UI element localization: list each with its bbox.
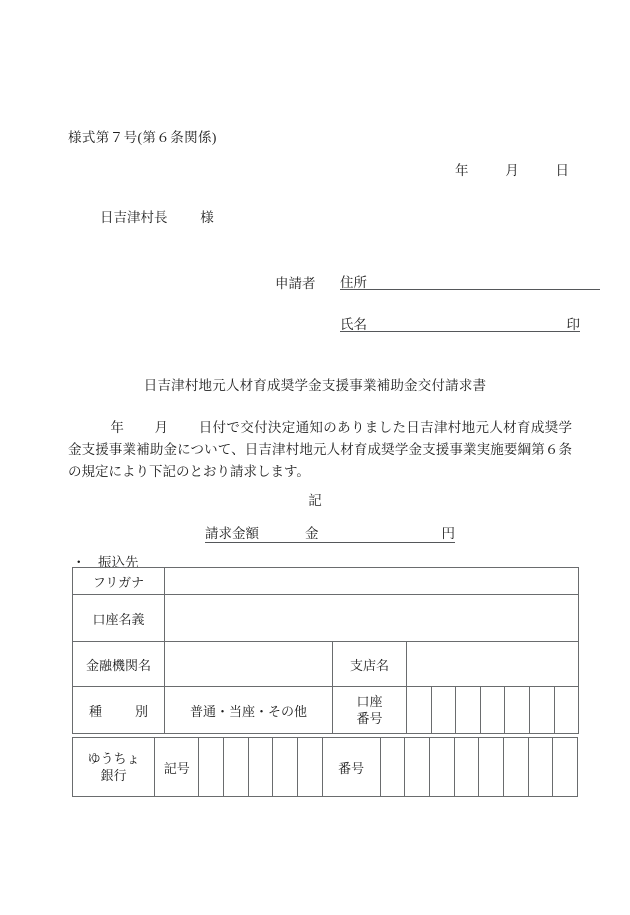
account-holder-label: 口座名義 (92, 611, 145, 627)
post-symbol-digit-cell[interactable] (248, 738, 273, 797)
account-holder-input-cell[interactable] (165, 595, 579, 642)
post-bank-name-cell (73, 738, 155, 797)
body-line-2: 支援事業補助金について、日吉津村地元人材育成奨学金支援事業実施要綱第６条の規 (68, 442, 572, 479)
branch-label-cell (333, 642, 407, 687)
account-holder-label-cell (73, 595, 165, 642)
bullet-icon: ・ (72, 555, 86, 570)
account-number-label-line1: 口座 (356, 694, 383, 709)
body-line-3: 定により下記のとおり請求します。 (95, 464, 310, 479)
account-number-digit-cell[interactable] (505, 687, 530, 734)
account-type-label (73, 701, 164, 720)
post-number-digit-cell[interactable] (454, 738, 479, 797)
table-row (73, 642, 579, 687)
account-number-label-cell (333, 687, 407, 734)
account-type-label-cell (73, 687, 165, 734)
addressee-honorific: 様 (200, 210, 214, 225)
post-number-digit-cell[interactable] (405, 738, 430, 797)
claim-amount-row (205, 522, 455, 543)
post-bank-name-line2: 銀行 (100, 768, 127, 783)
page-title: 日吉津村地元人材育成奨学金支援事業補助金交付請求書 (143, 378, 487, 393)
branch-label: 支店名 (349, 657, 389, 673)
institution-input-cell[interactable] (165, 642, 333, 687)
post-number-digit-cell[interactable] (479, 738, 504, 797)
furigana-input-cell[interactable] (165, 568, 579, 595)
form-number: 様式第７号(第６条関係) (68, 130, 217, 145)
address-label: 住所 (340, 275, 367, 290)
post-number-label: 番号 (338, 760, 365, 776)
post-symbol-digit-cell[interactable] (273, 738, 298, 797)
account-number-label (333, 693, 406, 727)
account-type-options-cell[interactable] (165, 687, 333, 734)
date-year-label: 年 (455, 163, 469, 178)
account-type-options: 普通・当座・その他 (189, 703, 307, 719)
account-number-digit-cell[interactable] (529, 687, 554, 734)
applicant-name-field[interactable] (340, 313, 580, 332)
post-number-digit-cell[interactable] (528, 738, 553, 797)
table-row (73, 738, 578, 797)
post-number-digit-cell[interactable] (553, 738, 578, 797)
post-bank-name-line1: ゆうちょ (87, 751, 140, 766)
post-symbol-digit-cell[interactable] (199, 738, 224, 797)
account-number-digit-cell[interactable] (456, 687, 481, 734)
account-type-label-part2: 別 (134, 703, 148, 719)
post-bank-table (72, 737, 578, 797)
applicant-label: 申請者 (275, 276, 316, 291)
claim-amount-label: 請求金額 (205, 522, 299, 543)
post-symbol-digit-cell[interactable] (297, 738, 322, 797)
post-number-label-cell (322, 738, 380, 797)
bank-details-table (72, 567, 579, 734)
account-number-digit-cell[interactable] (407, 687, 432, 734)
furigana-label-cell (73, 568, 165, 595)
account-number-digit-cell[interactable] (480, 687, 505, 734)
body-year-label: 年 (110, 420, 125, 435)
addressee-name: 日吉津村長 (100, 210, 168, 225)
furigana-label: フリガナ (92, 574, 145, 590)
branch-input-cell[interactable] (407, 642, 579, 687)
body-month-label: 月 (154, 420, 169, 435)
date-line (455, 159, 569, 179)
currency-suffix: 円 (441, 526, 455, 541)
table-row (73, 687, 579, 734)
post-symbol-digit-cell[interactable] (223, 738, 248, 797)
post-bank-name (73, 750, 154, 784)
institution-label-cell (73, 642, 165, 687)
institution-label: 金融機関名 (85, 657, 151, 673)
post-symbol-label: 記号 (163, 760, 190, 776)
body-paragraph (68, 417, 572, 483)
account-number-digit-cell[interactable] (554, 687, 579, 734)
account-number-digit-cell[interactable] (431, 687, 456, 734)
table-row (73, 568, 579, 595)
post-number-digit-cell[interactable] (430, 738, 455, 797)
name-label: 氏名 (340, 317, 367, 332)
addressee (100, 206, 214, 226)
currency-prefix: 金 (305, 526, 319, 541)
post-symbol-label-cell (155, 738, 199, 797)
post-number-digit-cell[interactable] (380, 738, 405, 797)
ki-marker: 記 (308, 493, 322, 508)
body-line-1: 日付で交付決定通知のありました日吉津村地元人材育成奨学金 (68, 420, 573, 457)
post-number-digit-cell[interactable] (504, 738, 529, 797)
seal-label: 印 (566, 317, 580, 332)
claim-amount-field[interactable] (299, 522, 455, 543)
bank-section-label: 振込先 (98, 555, 139, 570)
date-month-label: 月 (505, 163, 519, 178)
table-row (73, 595, 579, 642)
applicant-address-field[interactable] (340, 271, 600, 290)
account-number-label-line2: 番号 (356, 711, 383, 726)
account-type-label-part1: 種 (89, 703, 103, 719)
date-day-label: 日 (555, 163, 569, 178)
